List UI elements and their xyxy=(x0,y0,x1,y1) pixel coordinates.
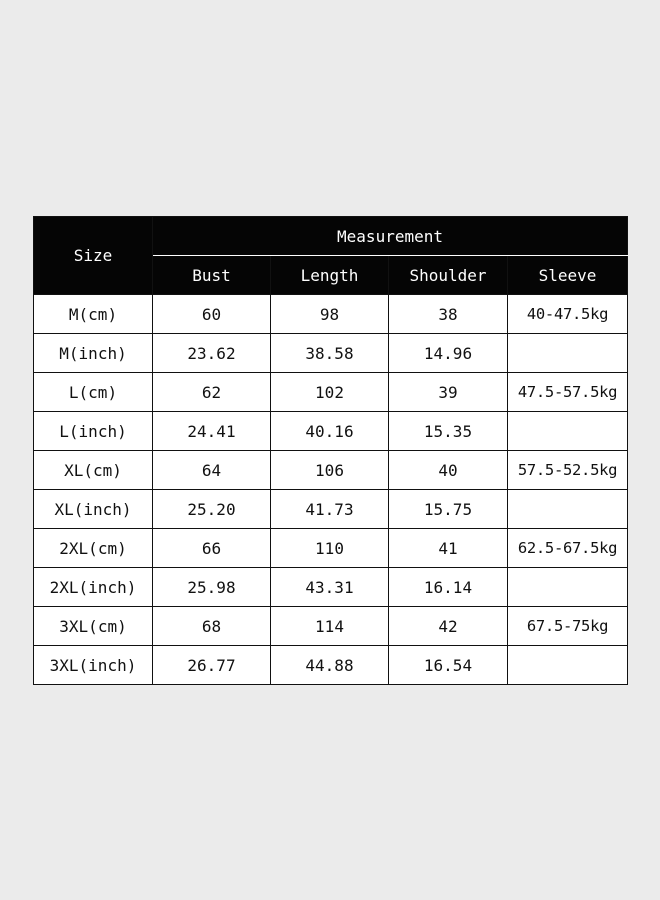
shoulder-cell: 42 xyxy=(389,607,508,646)
header-row-top xyxy=(34,217,628,256)
sleeve-cell xyxy=(508,646,628,685)
shoulder-cell: 39 xyxy=(389,373,508,412)
length-cell: 44.88 xyxy=(271,646,389,685)
header-bust: Bust xyxy=(153,256,271,295)
header-sleeve: Sleeve xyxy=(508,256,628,295)
length-cell: 106 xyxy=(271,451,389,490)
shoulder-cell: 15.75 xyxy=(389,490,508,529)
length-cell: 41.73 xyxy=(271,490,389,529)
shoulder-cell: 41 xyxy=(389,529,508,568)
length-cell: 110 xyxy=(271,529,389,568)
bust-cell: 24.41 xyxy=(153,412,271,451)
shoulder-cell: 38 xyxy=(389,295,508,334)
table-row xyxy=(34,568,628,607)
table-body xyxy=(34,295,628,685)
bust-cell: 64 xyxy=(153,451,271,490)
table-row xyxy=(34,529,628,568)
length-cell: 43.31 xyxy=(271,568,389,607)
size-cell: 3XL(cm) xyxy=(34,607,153,646)
size-cell: 3XL(inch) xyxy=(34,646,153,685)
size-chart-table xyxy=(33,216,628,685)
header-shoulder: Shoulder xyxy=(389,256,508,295)
table-row xyxy=(34,451,628,490)
table-header xyxy=(34,217,628,295)
shoulder-cell: 14.96 xyxy=(389,334,508,373)
table-row xyxy=(34,607,628,646)
sleeve-cell xyxy=(508,490,628,529)
table-row xyxy=(34,295,628,334)
length-cell: 98 xyxy=(271,295,389,334)
size-cell: 2XL(cm) xyxy=(34,529,153,568)
sleeve-cell: 67.5-75kg xyxy=(508,607,628,646)
table-row xyxy=(34,646,628,685)
size-cell: 2XL(inch) xyxy=(34,568,153,607)
table-row xyxy=(34,490,628,529)
sleeve-cell xyxy=(508,568,628,607)
shoulder-cell: 40 xyxy=(389,451,508,490)
length-cell: 40.16 xyxy=(271,412,389,451)
size-cell: L(cm) xyxy=(34,373,153,412)
header-length: Length xyxy=(271,256,389,295)
sleeve-cell: 62.5-67.5kg xyxy=(508,529,628,568)
size-cell: L(inch) xyxy=(34,412,153,451)
bust-cell: 23.62 xyxy=(153,334,271,373)
sleeve-cell: 57.5-52.5kg xyxy=(508,451,628,490)
length-cell: 102 xyxy=(271,373,389,412)
shoulder-cell: 16.54 xyxy=(389,646,508,685)
size-cell: M(inch) xyxy=(34,334,153,373)
bust-cell: 68 xyxy=(153,607,271,646)
bust-cell: 66 xyxy=(153,529,271,568)
table-row xyxy=(34,412,628,451)
bust-cell: 26.77 xyxy=(153,646,271,685)
table-row xyxy=(34,334,628,373)
size-cell: M(cm) xyxy=(34,295,153,334)
sleeve-cell xyxy=(508,412,628,451)
bust-cell: 62 xyxy=(153,373,271,412)
size-cell: XL(cm) xyxy=(34,451,153,490)
sleeve-cell xyxy=(508,334,628,373)
length-cell: 114 xyxy=(271,607,389,646)
shoulder-cell: 16.14 xyxy=(389,568,508,607)
header-size: Size xyxy=(34,217,153,295)
length-cell: 38.58 xyxy=(271,334,389,373)
size-cell: XL(inch) xyxy=(34,490,153,529)
table-row xyxy=(34,373,628,412)
bust-cell: 25.20 xyxy=(153,490,271,529)
sleeve-cell: 47.5-57.5kg xyxy=(508,373,628,412)
shoulder-cell: 15.35 xyxy=(389,412,508,451)
bust-cell: 60 xyxy=(153,295,271,334)
sleeve-cell: 40-47.5kg xyxy=(508,295,628,334)
bust-cell: 25.98 xyxy=(153,568,271,607)
header-measurement: Measurement xyxy=(153,217,628,256)
